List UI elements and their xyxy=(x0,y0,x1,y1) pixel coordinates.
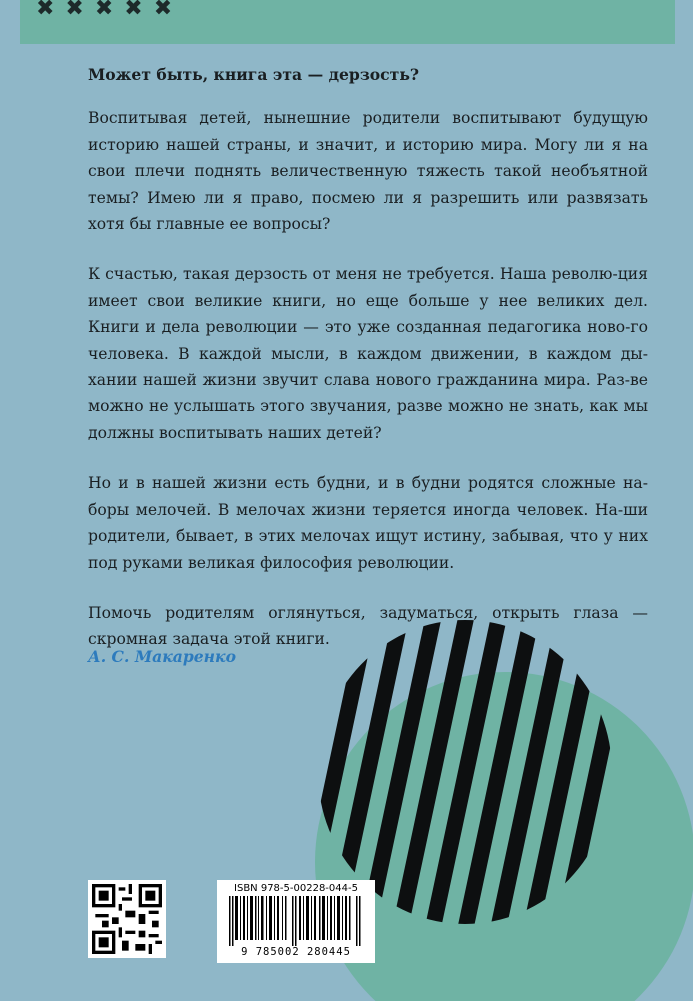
isbn-barcode xyxy=(217,880,375,963)
qr-code-icon xyxy=(92,884,162,954)
paragraph-2: К счастью, такая дерзость от меня не требуется. Наша револю-ция имеет свои великие книги, но еще больше у нее великих дел. Книги и дела революции — это уже созданная педагогика ново-го человека. В каждой мысли, в каждом движении, в каждом ды-хании нашей жизни звучит слава нового гражданина мира. Раз-ве можно не услышать этого звучания, разве можно не знать, как мы должны воспитывать наших детей? xyxy=(88,265,648,442)
barcode-icon xyxy=(229,896,363,946)
barcode-digits: 9 785002 280445 xyxy=(241,946,351,958)
author-name: А. С. Макаренко xyxy=(88,647,236,666)
heading: Может быть, книга эта — дерзость? xyxy=(88,65,420,84)
cross-marks: ✖✖✖✖✖ xyxy=(36,0,184,21)
paragraph-3: Но и в нашей жизни есть будни, и в будни родятся сложные на-боры мелочей. В мелочах жизни теряется иногда человек. На-ши родители, бывает, в этих мелочах ищут истину, забывая, что у них под руками великая философия революции. xyxy=(88,474,648,572)
paragraph-1: Воспитывая детей, нынешние родители воспитывают будущую историю нашей страны, и значит, и историю мира. Могу ли я на свои плечи поднять величественную тяжесть такой необъятной темы? Имею ли я право, посмею ли я разрешить или развязать хотя бы главные ее вопросы? xyxy=(88,109,648,234)
qr-code xyxy=(88,880,166,958)
paragraph-4: Помочь родителям оглянуться, задуматься, открыть глаза — скромная задача этой книги. xyxy=(88,603,648,649)
isbn-number: ISBN 978-5-00228-044-5 xyxy=(234,883,358,894)
